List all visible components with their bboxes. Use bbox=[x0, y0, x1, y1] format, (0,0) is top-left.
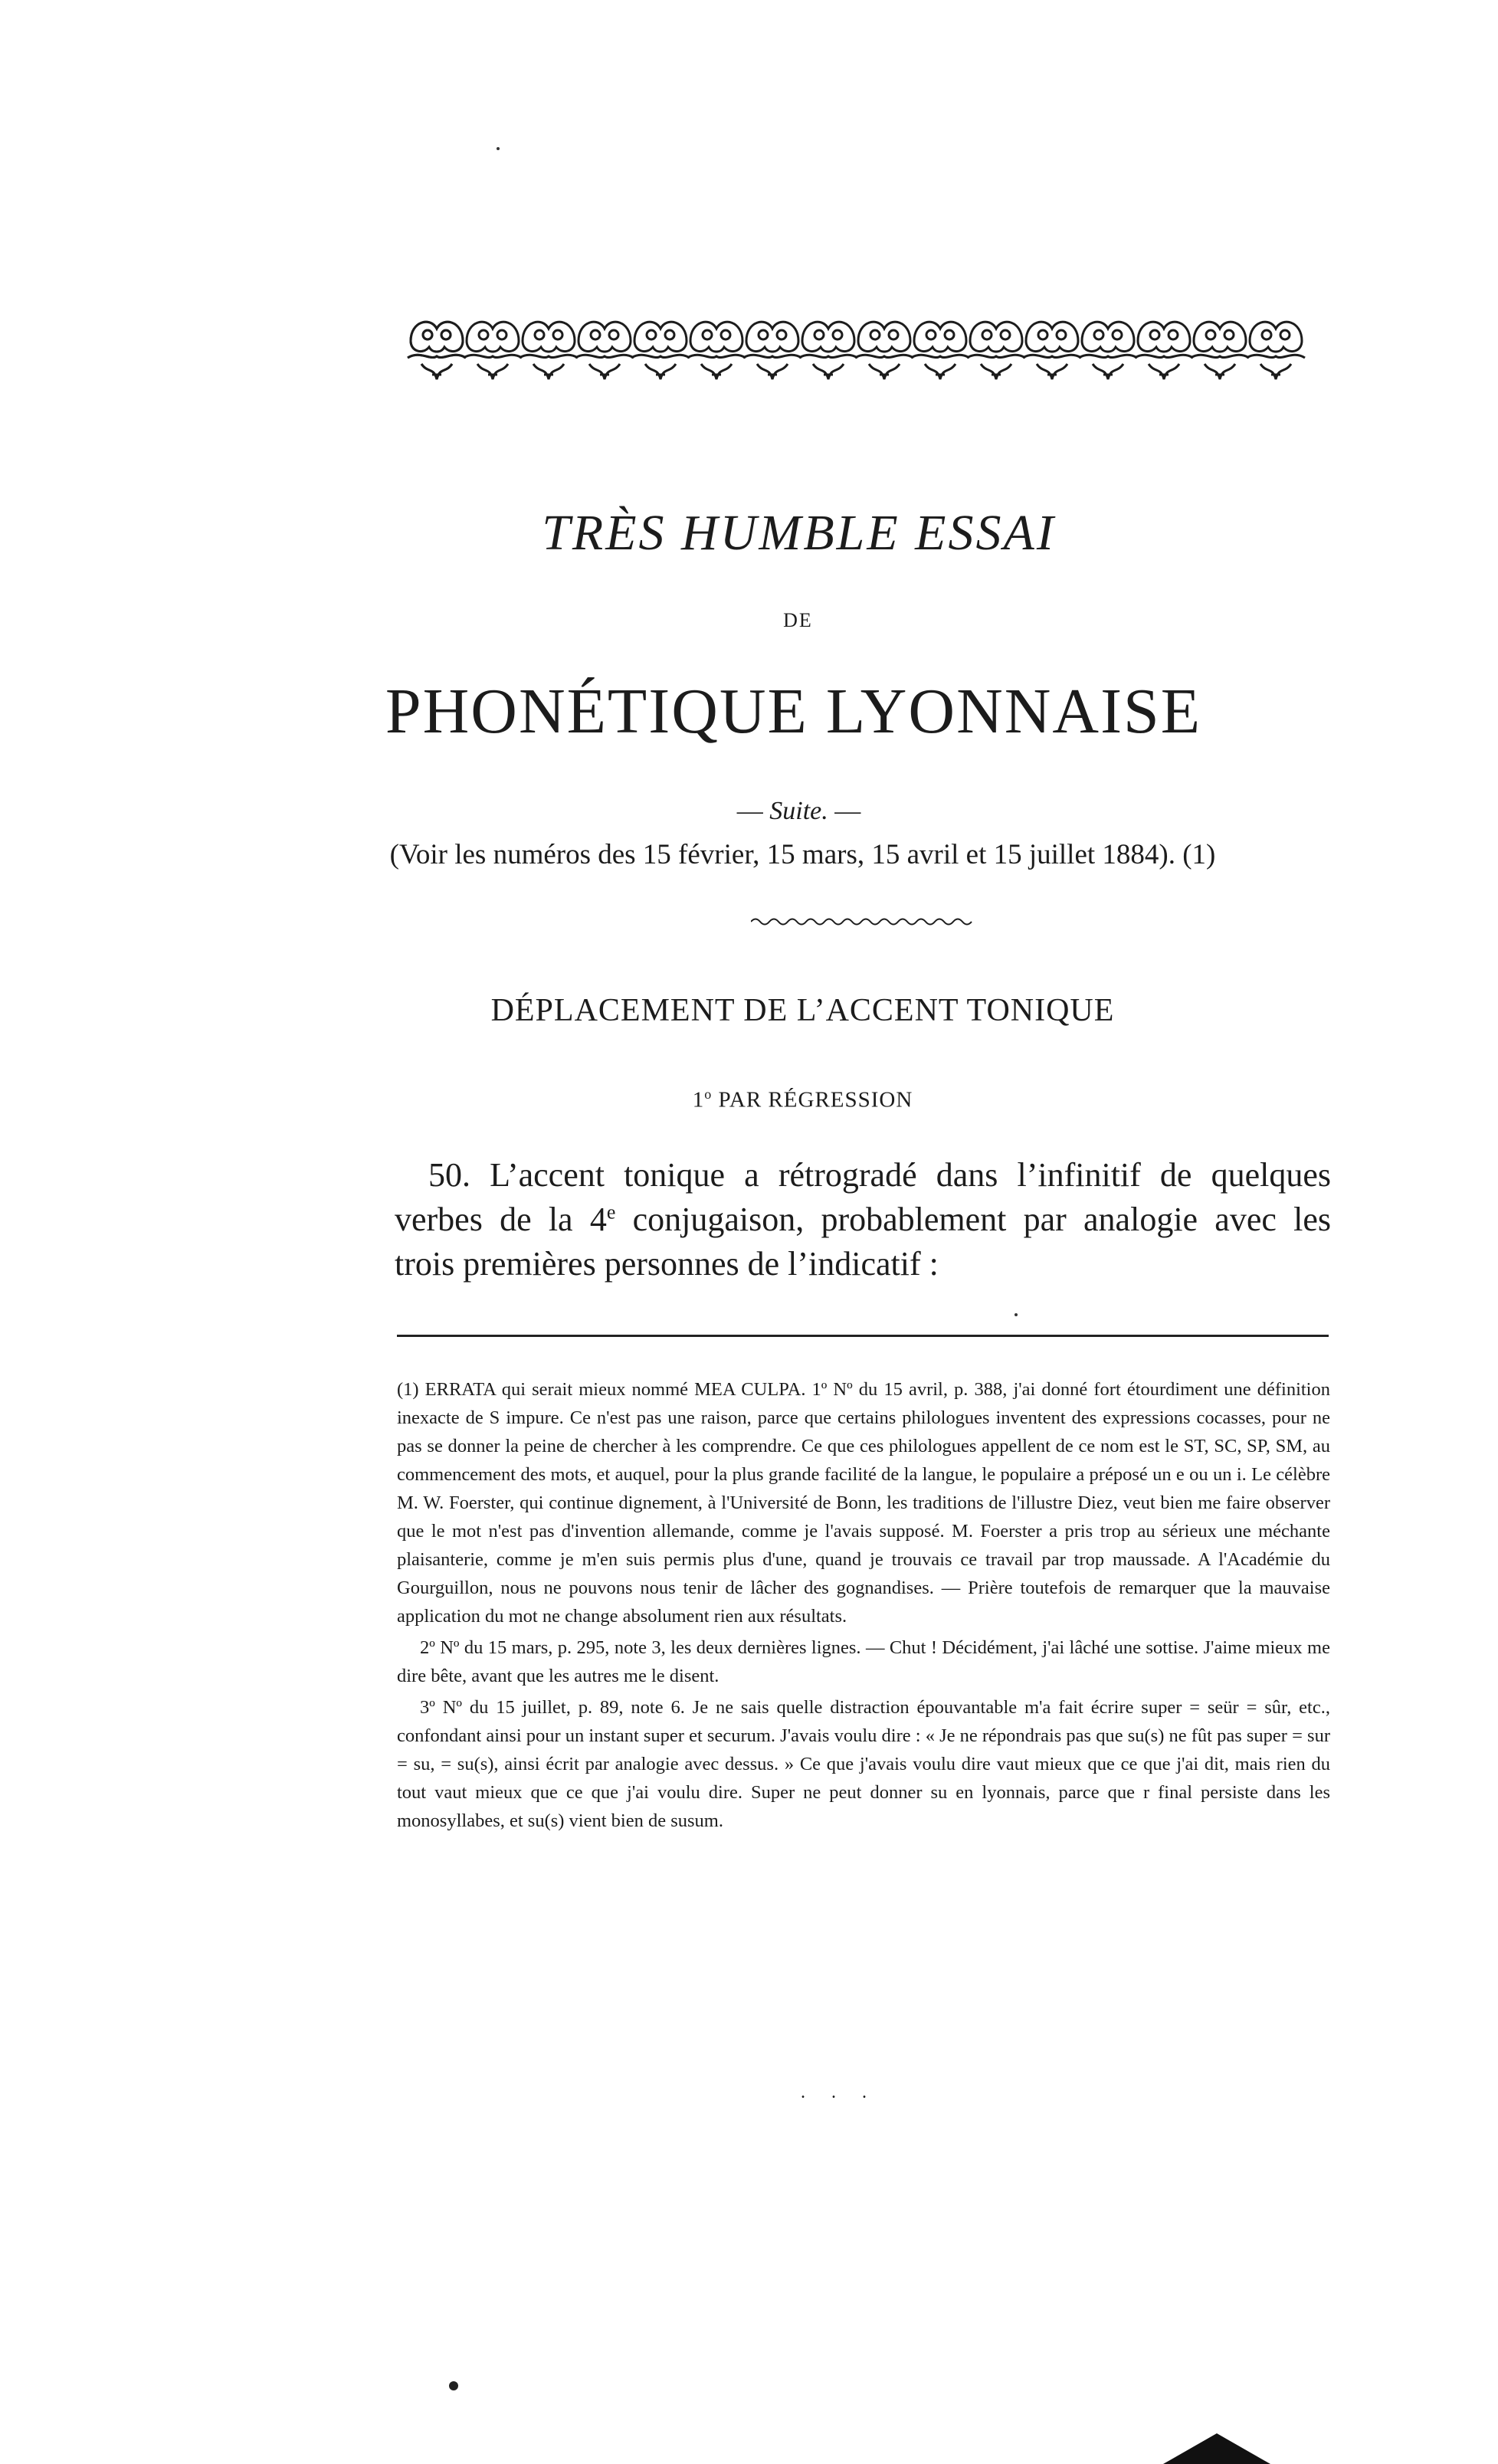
section-heading: DÉPLACEMENT DE L’ACCENT TONIQUE bbox=[490, 993, 1115, 1028]
paragraph-line-2 bbox=[395, 1198, 1331, 1242]
suite-dash-left: — bbox=[736, 797, 770, 825]
paragraph-line-2b: conjugaison, probablement par analogie avec les bbox=[615, 1201, 1331, 1238]
title-subtitle: PHONÉTIQUE LYONNAISE bbox=[385, 676, 1202, 747]
corner-fold-icon bbox=[1163, 2433, 1270, 2464]
footnote-divider bbox=[397, 1335, 1329, 1337]
subheading-number: 1 bbox=[692, 1087, 705, 1112]
paragraph-line-3: trois premières personnes de l’indicatif : bbox=[395, 1245, 939, 1283]
title-main: TRÈS HUMBLE ESSAI bbox=[542, 505, 1056, 561]
body-paragraph bbox=[395, 1153, 1331, 1286]
floral-border-icon bbox=[405, 310, 1306, 385]
paragraph-line-2a: verbes de la 4 bbox=[395, 1201, 607, 1238]
reference-line: (Voir les numéros des 15 février, 15 mars, 15 avril et 15 juillet 1884). (1) bbox=[389, 839, 1216, 870]
footnote-2: 2º Nº du 15 mars, p. 295, note 3, les deux dernières lignes. — Chut ! Décidément, j'ai lâché une sottise. J'aime mieux me dire bête, avant que les autres me le disent. bbox=[397, 1637, 1330, 1686]
subheading-ordinal: o bbox=[704, 1086, 713, 1102]
speck bbox=[1015, 1313, 1018, 1316]
footnotes bbox=[397, 1375, 1330, 1838]
section-subheading bbox=[0, 1086, 1498, 1113]
ink-dot bbox=[449, 2381, 458, 2390]
footnote-3: 3º Nº du 15 juillet, p. 89, note 6. Je ne sais quelle distraction épouvantable m'a fait écrire super = seür = sûr, etc., confondant ainsi pour un instant super et securum. J'avais voulu dire : « Je ne répondrais pas que su(s) ne fût pas super = sur = su, = su(s), ainsi écrit par analogie avec dessus. » Ce que j'avais voulu dire vaut mieux que ce que j'ai dit, mais rien du tout vaut mieux que ce que j'ai voulu dire. Super ne peut donner su en lyonnais, parce que r final persiste dans les monosyllabes, et su(s) vient bien de susum. bbox=[397, 1697, 1330, 1831]
footnote-1: (1) ERRATA qui serait mieux nommé MEA CULPA. 1º Nº du 15 avril, p. 388, j'ai donné fort étourdiment une définition inexacte de S impure. Ce n'est pas une raison, parce que certains philologues inventent des expressions cocasses, pour ne pas se donner la peine de chercher à les comprendre. Ce que ces philologues appellent de ce nom est le ST, SC, SP, SM, au commencement des mots, et auquel, pour la plus grande facilité de la langue, le populaire a préposé un e ou un i. Le célèbre M. W. Foerster, qui continue dignement, à l'Université de Bonn, les traditions de l'illustre Diez, veut bien me faire observer que le mot n'est pas d'invention allemande, comme je l'avais supposé. M. Foerster a pris trop au sérieux une méchante plaisanterie, comme je m'en suis permis plus d'une, quand je trouvais ce travail par trop maussade. A l'Académie du Gourguillon, nous ne pouvons nous tenir de lâcher des gognandises. — Prière toutefois de remarquer que la mauvaise application du mot ne change absolument rien aux résultats. bbox=[397, 1379, 1330, 1627]
paragraph-line-1: 50. L’accent tonique a rétrogradé dans l’infinitif de quelques bbox=[428, 1156, 1331, 1194]
suite-label: Suite. bbox=[769, 797, 828, 825]
suite-dash-right: — bbox=[828, 797, 861, 825]
suite-line bbox=[0, 797, 1498, 826]
paragraph-line-2-sup: e bbox=[606, 1201, 616, 1224]
speck bbox=[497, 147, 500, 150]
title-de: DE bbox=[783, 609, 813, 631]
wavy-rule-icon bbox=[751, 916, 973, 927]
dots-mark: . . . bbox=[801, 2082, 877, 2102]
subheading-text: PAR RÉGRESSION bbox=[712, 1087, 913, 1112]
